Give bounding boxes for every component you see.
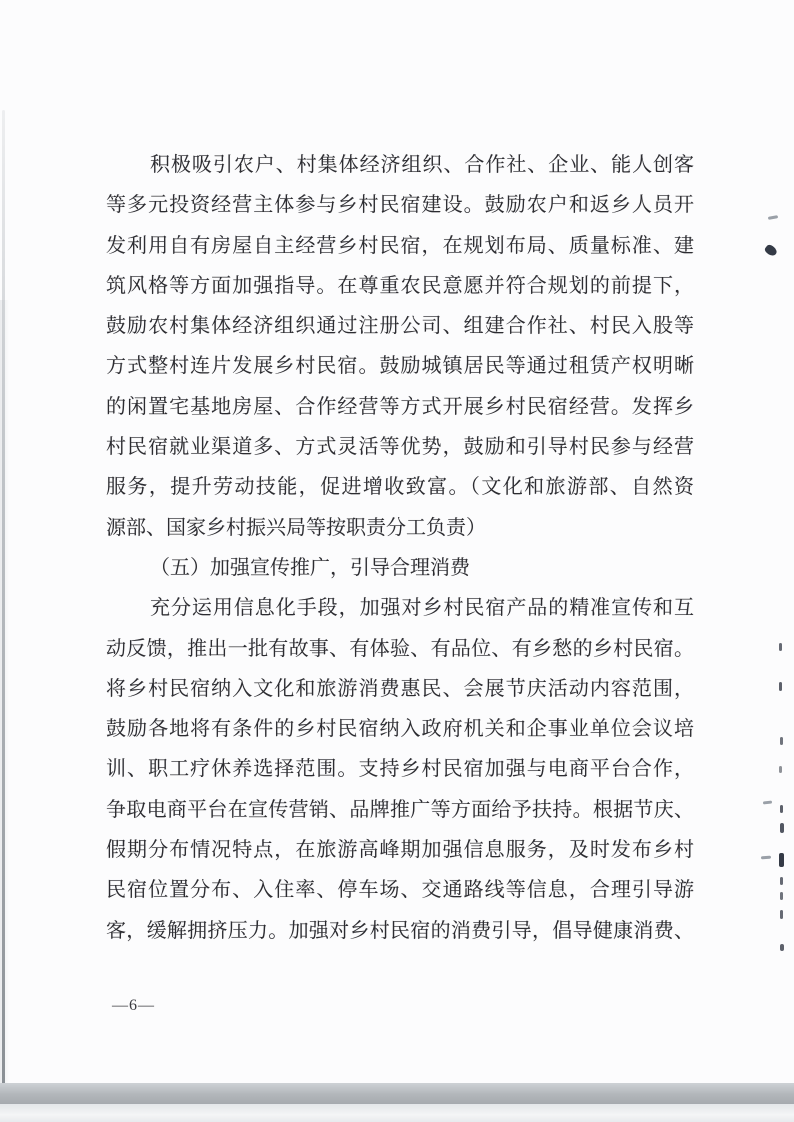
page-number-label: —6— (112, 997, 155, 1014)
text-lines-container (106, 145, 694, 951)
text-line: 源部、国家乡村振兴局等按职责分工负责） (106, 516, 486, 539)
text-line: 将乡村民宿纳入文化和旅游消费惠民、会展节庆活动内容范围， (106, 677, 694, 700)
scan-artifact (768, 215, 778, 220)
text-line: 积极吸引农户、村集体经济组织、合作社、企业、能人创客 (150, 154, 694, 176)
text-line: 筑风格等方面加强指导。在尊重农民意愿并符合规划的前提下， (106, 274, 694, 297)
scan-artifact (780, 737, 783, 745)
text-line: 等多元投资经营主体参与乡村民宿建设。鼓励农户和返乡人员开 (106, 194, 694, 217)
scan-artifact (780, 944, 784, 951)
scan-artifact (780, 805, 783, 813)
text-line: 的闲置宅基地房屋、合作经营等方式开展乡村民宿经营。发挥乡 (106, 395, 694, 418)
text-line: 充分运用信息化手段，加强对乡村民宿产品的精准宣传和互 (150, 597, 694, 620)
scan-edge-bottom-shadow (0, 1083, 794, 1104)
scan-artifact (763, 801, 772, 805)
text-line: 动反馈，推出一批有故事、有体验、有品位、有乡愁的乡村民宿。 (106, 637, 694, 660)
scan-edge-left-line (2, 110, 5, 1085)
scan-artifact (761, 856, 771, 860)
scan-artifact (780, 877, 783, 885)
text-line: （五）加强宣传推广，引导合理消费 (150, 556, 470, 579)
scan-artifact (779, 682, 782, 691)
scan-artifact (779, 643, 782, 651)
scan-background-below-sheet (0, 1104, 794, 1122)
scan-artifact (779, 766, 782, 773)
document-body (106, 145, 694, 951)
scan-artifact (780, 910, 783, 919)
text-line: 鼓励农村集体经济组织通过注册公司、组建合作社、村民入股等 (106, 315, 694, 338)
scan-artifact (764, 243, 779, 257)
text-line: 客，缓解拥挤压力。加强对乡村民宿的消费引导，倡导健康消费、 (106, 919, 694, 942)
text-line: 训、职工疗休养选择范围。支持乡村民宿加强与电商平台合作， (106, 758, 694, 781)
text-line: 方式整村连片发展乡村民宿。鼓励城镇居民等通过租赁产权明晰 (106, 355, 694, 378)
text-line: 争取电商平台在宣传营销、品牌推广等方面给予扶持。根据节庆、 (106, 798, 694, 821)
scan-artifact (780, 823, 784, 833)
text-line: 服务，提升劳动技能，促进增收致富。（文化和旅游部、自然资 (106, 476, 694, 499)
text-line: 发利用自有房屋自主经营乡村民宿，在规划布局、质量标准、建 (106, 234, 694, 257)
text-line: 鼓励各地将有条件的乡村民宿纳入政府机关和企事业单位会议培 (106, 718, 694, 741)
text-line: 民宿位置分布、入住率、停车场、交通路线等信息，合理引导游 (106, 879, 694, 902)
text-line: 村民宿就业渠道多、方式灵活等优势，鼓励和引导村民参与经营 (106, 436, 694, 459)
scan-artifact (780, 892, 783, 900)
scan-artifact (779, 853, 784, 867)
text-line: 假期分布情况特点，在旅游高峰期加强信息服务，及时发布乡村 (106, 839, 694, 862)
